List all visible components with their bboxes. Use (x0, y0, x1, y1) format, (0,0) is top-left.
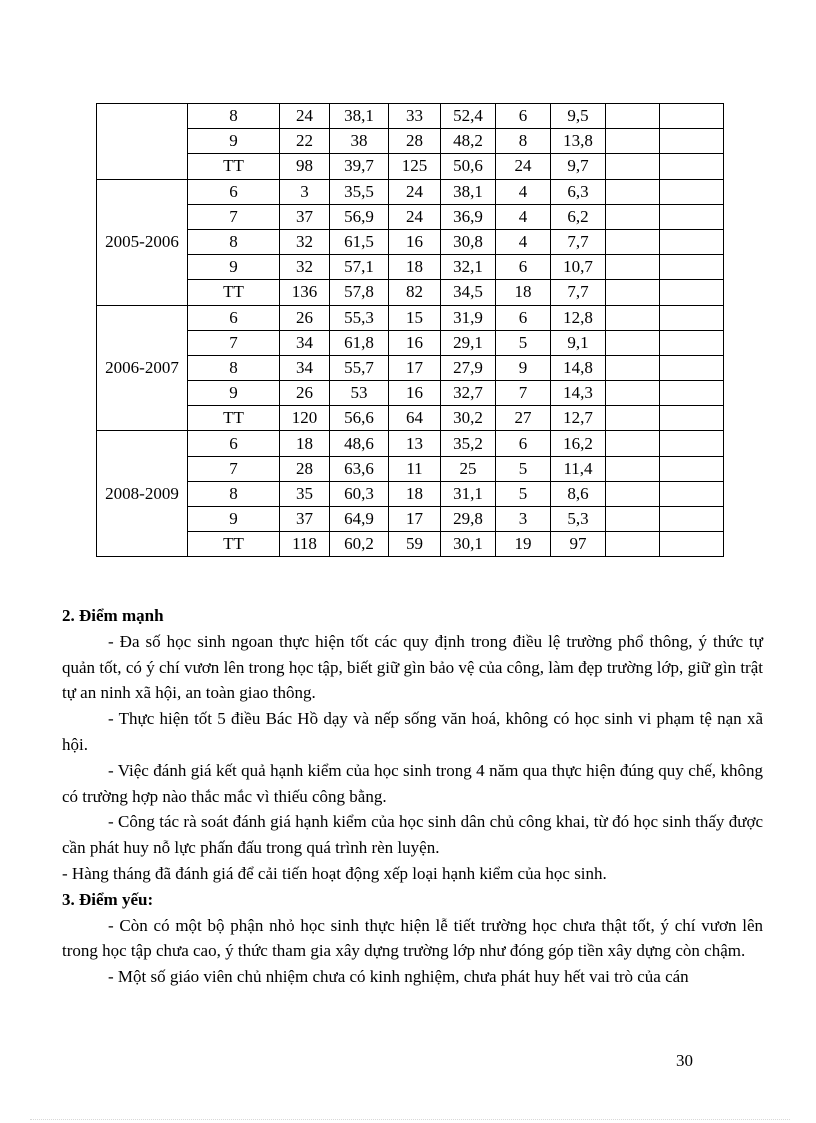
table-cell: 50,6 (441, 154, 496, 179)
table-cell: 22 (280, 129, 330, 154)
table-cell: 12,8 (551, 305, 606, 330)
table-cell: 60,3 (330, 481, 389, 506)
table-cell: 136 (280, 280, 330, 305)
table-cell: 12,7 (551, 406, 606, 431)
table-cell: 35,5 (330, 179, 389, 204)
table-cell: 34,5 (441, 280, 496, 305)
section-heading-weaknesses: 3. Điểm yếu: (62, 889, 154, 909)
table-cell: 52,4 (441, 104, 496, 129)
table-body (97, 104, 724, 557)
school-year-cell: 2005-2006 (97, 179, 188, 305)
table-cell: 9 (496, 355, 551, 380)
table-cell: 82 (389, 280, 441, 305)
table-cell: 35 (280, 481, 330, 506)
grade-cell: 7 (188, 330, 280, 355)
page-bottom-divider (30, 1119, 790, 1120)
body-text (62, 603, 763, 990)
table-cell: 24 (496, 154, 551, 179)
grade-cell: 8 (188, 481, 280, 506)
table-cell (606, 456, 660, 481)
table-cell: 57,1 (330, 255, 389, 280)
table-row (97, 355, 724, 380)
table-cell (660, 431, 724, 456)
table-cell: 28 (280, 456, 330, 481)
table-cell (606, 481, 660, 506)
table-row (97, 129, 724, 154)
table-cell: 63,6 (330, 456, 389, 481)
table-cell (660, 154, 724, 179)
table-cell: 9,5 (551, 104, 606, 129)
table-cell (660, 481, 724, 506)
table-cell (660, 330, 724, 355)
table-cell: 11 (389, 456, 441, 481)
table-row (97, 280, 724, 305)
table-cell: 5 (496, 456, 551, 481)
table-cell: 6,2 (551, 204, 606, 229)
table-cell: 48,2 (441, 129, 496, 154)
table-cell: 19 (496, 532, 551, 557)
table-cell: 31,9 (441, 305, 496, 330)
table-cell: 37 (280, 204, 330, 229)
table-cell: 64,9 (330, 507, 389, 532)
grade-cell: 7 (188, 456, 280, 481)
strength-paragraph: - Việc đánh giá kết quả hạnh kiểm của học sinh trong 4 năm qua thực hiện đúng quy chế, không có trường hợp nào thắc mắc vì thiếu công bằng. (62, 760, 763, 806)
table-cell (606, 280, 660, 305)
table-cell (606, 431, 660, 456)
table-row (97, 179, 724, 204)
table-cell: 32 (280, 255, 330, 280)
table-cell (606, 532, 660, 557)
grade-cell: TT (188, 532, 280, 557)
table-cell: 4 (496, 229, 551, 254)
table-cell: 60,2 (330, 532, 389, 557)
table-cell: 3 (496, 507, 551, 532)
table-cell: 14,8 (551, 355, 606, 380)
table-cell: 6 (496, 104, 551, 129)
strength-paragraph: - Công tác rà soát đánh giá hạnh kiểm của học sinh dân chủ công khai, từ đó học sinh thấy được cần phát huy nỗ lực phấn đấu trong quá trình rèn luyện. (62, 812, 763, 858)
table-cell (660, 381, 724, 406)
table-cell: 16 (389, 330, 441, 355)
grade-cell: 8 (188, 229, 280, 254)
table-cell (660, 129, 724, 154)
table-cell: 32,1 (441, 255, 496, 280)
table-cell: 16 (389, 381, 441, 406)
table-row (97, 255, 724, 280)
table-cell (606, 355, 660, 380)
table-cell (606, 381, 660, 406)
table-cell: 14,3 (551, 381, 606, 406)
table-cell: 30,8 (441, 229, 496, 254)
table-cell: 30,1 (441, 532, 496, 557)
table-cell: 29,8 (441, 507, 496, 532)
table-cell: 24 (389, 204, 441, 229)
grade-cell: 6 (188, 179, 280, 204)
section-heading-strengths: 2. Điểm mạnh (62, 606, 164, 625)
table-cell: 98 (280, 154, 330, 179)
conduct-statistics-table (96, 103, 724, 557)
table-cell: 8,6 (551, 481, 606, 506)
table-cell: 6 (496, 255, 551, 280)
table-cell: 36,9 (441, 204, 496, 229)
table-cell: 27 (496, 406, 551, 431)
table-cell (606, 406, 660, 431)
table-cell: 5 (496, 481, 551, 506)
table-cell: 35,2 (441, 431, 496, 456)
table-cell: 97 (551, 532, 606, 557)
table-cell: 59 (389, 532, 441, 557)
table-cell (660, 255, 724, 280)
table-cell: 9,1 (551, 330, 606, 355)
table-row (97, 431, 724, 456)
table-cell: 38,1 (441, 179, 496, 204)
table-row (97, 229, 724, 254)
table-cell: 5,3 (551, 507, 606, 532)
table-cell: 26 (280, 381, 330, 406)
table-cell: 30,2 (441, 406, 496, 431)
table-cell: 15 (389, 305, 441, 330)
table-cell: 6 (496, 431, 551, 456)
table-cell: 38 (330, 129, 389, 154)
table-cell: 64 (389, 406, 441, 431)
table-cell (606, 507, 660, 532)
strength-paragraph: - Đa số học sinh ngoan thực hiện tốt các quy định trong điều lệ trường phổ thông, ý thức tự quản tốt, có ý chí vươn lên trong học tập, biết giữ gìn bảo vệ của công, làm đẹp trường lớp, giữ gìn trật tự an ninh xã hội, an toàn giao thông. (62, 631, 763, 703)
school-year-cell: 2008-2009 (97, 431, 188, 557)
school-year-cell: 2006-2007 (97, 305, 188, 431)
table-cell: 17 (389, 355, 441, 380)
table-cell: 18 (389, 255, 441, 280)
table-row (97, 330, 724, 355)
table-cell: 55,3 (330, 305, 389, 330)
table-cell: 7 (496, 381, 551, 406)
table-cell: 7,7 (551, 229, 606, 254)
table-cell (660, 204, 724, 229)
table-cell (660, 229, 724, 254)
table-row (97, 204, 724, 229)
table-cell (606, 104, 660, 129)
table-cell: 57,8 (330, 280, 389, 305)
table-cell: 6 (496, 305, 551, 330)
page-number: 30 (676, 1051, 693, 1070)
table-cell: 3 (280, 179, 330, 204)
table-cell (606, 154, 660, 179)
school-year-cell (97, 104, 188, 180)
table-cell: 120 (280, 406, 330, 431)
table-row (97, 104, 724, 129)
table-row (97, 481, 724, 506)
table-cell (660, 355, 724, 380)
grade-cell: 9 (188, 129, 280, 154)
table-cell: 125 (389, 154, 441, 179)
table-cell: 24 (389, 179, 441, 204)
weakness-paragraph: - Còn có một bộ phận nhỏ học sinh thực hiện lễ tiết trường học chưa thật tốt, ý chí vươn lên trong học tập chưa cao, ý thức tham gia xây dựng trường lớp như đóng góp tiền xây dựng còn chậm. (62, 915, 763, 961)
table-cell: 25 (441, 456, 496, 481)
grade-cell: 8 (188, 104, 280, 129)
table-cell: 118 (280, 532, 330, 557)
weakness-paragraph: - Một số giáo viên chủ nhiệm chưa có kinh nghiệm, chưa phát huy hết vai trò của cán (108, 967, 689, 987)
table-cell: 61,5 (330, 229, 389, 254)
table-cell: 6,3 (551, 179, 606, 204)
table-cell (606, 305, 660, 330)
table-cell: 11,4 (551, 456, 606, 481)
table-cell (660, 305, 724, 330)
table-cell: 56,6 (330, 406, 389, 431)
grade-cell: 7 (188, 204, 280, 229)
grade-cell: TT (188, 406, 280, 431)
table-cell: 13 (389, 431, 441, 456)
grade-cell: 9 (188, 255, 280, 280)
table-cell (606, 129, 660, 154)
table-cell (660, 532, 724, 557)
grade-cell: TT (188, 280, 280, 305)
table-cell (606, 229, 660, 254)
table-cell (660, 104, 724, 129)
table-row (97, 381, 724, 406)
grade-cell: 9 (188, 507, 280, 532)
grade-cell: 9 (188, 381, 280, 406)
table-cell: 9,7 (551, 154, 606, 179)
grade-cell: TT (188, 154, 280, 179)
table-cell: 4 (496, 204, 551, 229)
table-cell: 34 (280, 330, 330, 355)
table-cell: 24 (280, 104, 330, 129)
table-cell: 17 (389, 507, 441, 532)
table-cell: 10,7 (551, 255, 606, 280)
table-cell: 34 (280, 355, 330, 380)
table-cell (606, 255, 660, 280)
table-cell: 33 (389, 104, 441, 129)
table-cell: 27,9 (441, 355, 496, 380)
table-cell: 8 (496, 129, 551, 154)
table-row (97, 456, 724, 481)
table-cell: 4 (496, 179, 551, 204)
table-cell: 16,2 (551, 431, 606, 456)
table-cell: 7,7 (551, 280, 606, 305)
table-cell (660, 406, 724, 431)
table-cell: 53 (330, 381, 389, 406)
table-cell: 18 (389, 481, 441, 506)
table-cell: 29,1 (441, 330, 496, 355)
strength-paragraph-last: - Hàng tháng đã đánh giá để cải tiến hoạt động xếp loại hạnh kiểm của học sinh. (62, 863, 607, 883)
table-cell (660, 280, 724, 305)
table-cell: 39,7 (330, 154, 389, 179)
table-cell (660, 456, 724, 481)
table-cell (660, 179, 724, 204)
table-cell (606, 179, 660, 204)
table-cell: 18 (496, 280, 551, 305)
table-cell: 31,1 (441, 481, 496, 506)
table-cell: 13,8 (551, 129, 606, 154)
table-cell: 28 (389, 129, 441, 154)
table-cell: 5 (496, 330, 551, 355)
table-row (97, 532, 724, 557)
table-cell (660, 507, 724, 532)
table-cell: 48,6 (330, 431, 389, 456)
table-cell: 61,8 (330, 330, 389, 355)
grade-cell: 6 (188, 305, 280, 330)
table-cell: 55,7 (330, 355, 389, 380)
table-row (97, 406, 724, 431)
table-cell: 38,1 (330, 104, 389, 129)
table-cell (606, 330, 660, 355)
table-cell: 37 (280, 507, 330, 532)
table-row (97, 154, 724, 179)
table-row (97, 507, 724, 532)
table-cell: 16 (389, 229, 441, 254)
table-row (97, 305, 724, 330)
table-cell: 56,9 (330, 204, 389, 229)
table-cell: 32,7 (441, 381, 496, 406)
grade-cell: 8 (188, 355, 280, 380)
table-cell: 26 (280, 305, 330, 330)
table-cell: 32 (280, 229, 330, 254)
table-cell (606, 204, 660, 229)
strength-paragraph: - Thực hiện tốt 5 điều Bác Hồ dạy và nếp sống văn hoá, không có học sinh vi phạm tệ nạn xã hội. (62, 709, 763, 754)
table-cell: 18 (280, 431, 330, 456)
grade-cell: 6 (188, 431, 280, 456)
